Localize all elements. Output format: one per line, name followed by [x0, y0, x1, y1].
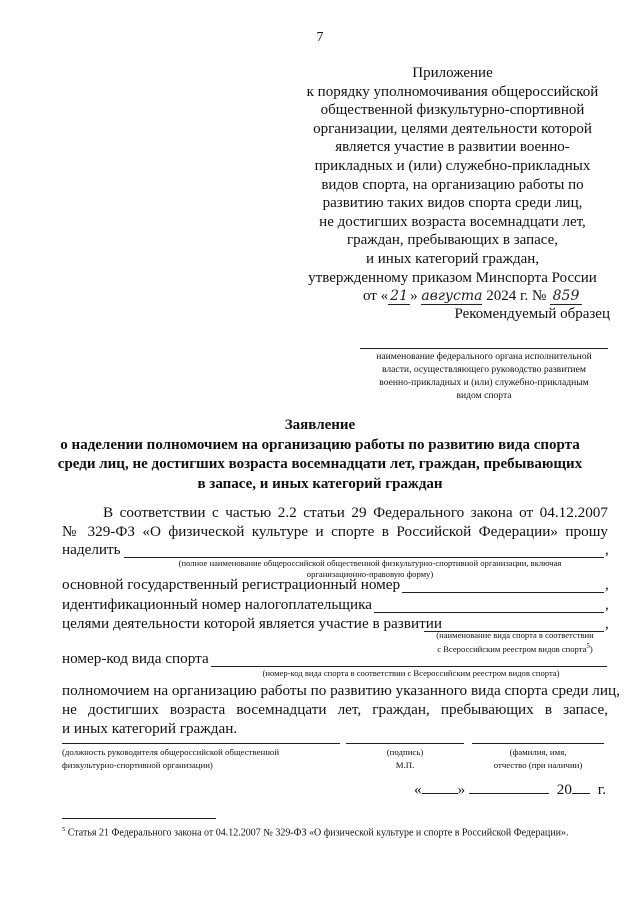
full-name-field[interactable] — [472, 738, 604, 744]
footnote — [62, 826, 568, 838]
authority-name-field[interactable] — [360, 348, 608, 349]
footnote-separator — [62, 818, 216, 819]
date-mid: » — [410, 288, 418, 305]
paragraph-line: полномочием на организацию работы по развитию указанного вида спорта среди лиц, — [62, 682, 620, 699]
recommended-sample-label: Рекомендуемый образец — [454, 306, 610, 322]
date-year: 2024 г. № — [486, 288, 547, 305]
order-date-line — [300, 287, 605, 306]
caption-line: отчество (при наличии) — [493, 760, 583, 770]
appendix-header — [300, 64, 605, 306]
full-name-caption — [472, 746, 604, 772]
authority-caption — [352, 350, 616, 402]
appendix-line: является участие в развитии военно- — [335, 139, 570, 156]
title-line: в запасе, и иных категорий граждан — [197, 475, 443, 492]
quote-open: « — [414, 781, 422, 798]
inn-field[interactable] — [374, 596, 604, 613]
handwritten-day: 21 — [388, 289, 410, 305]
appendix-line: к порядку уполномочивания общероссийской — [306, 83, 599, 100]
month-field[interactable] — [469, 780, 549, 794]
quote-close: » — [457, 781, 466, 798]
ogrn-label: основной государственный регистрационный номер — [62, 576, 401, 593]
signature-field[interactable] — [346, 738, 464, 744]
appendix-line: утвержденному приказом Минспорта России — [308, 269, 597, 286]
title-line: Заявление — [284, 417, 356, 433]
position-field[interactable] — [62, 738, 340, 744]
caption-line: видом спорта — [456, 390, 512, 401]
appendix-line: общественной физкультурно-спортивной — [320, 102, 585, 119]
sport-code-caption: (номер-код вида спорта в соответствии с Всероссийским реестром видов спорта) — [262, 668, 560, 678]
year-suffix: г. — [597, 781, 607, 798]
paragraph-line: и иных категорий граждан. — [62, 720, 238, 737]
caption-line: с Всероссийским реестром видов спорта$^5$) — [437, 642, 593, 654]
inn-label: идентификационный номер налогоплательщика — [62, 596, 373, 613]
title-line: среди лиц, не достигших возраста восемнадцати лет, граждан, пребывающих — [57, 456, 583, 473]
appendix-line: развитию таких видов спорта среди лиц, — [322, 195, 583, 212]
appendix-line: прикладных и (или) служебно-прикладных — [314, 157, 591, 174]
sport-code-field[interactable] — [211, 650, 607, 667]
caption-line: власти, осуществляющего руководство развитием — [381, 364, 587, 375]
date-prefix: от « — [362, 288, 389, 305]
application-title — [40, 416, 600, 494]
caption-line: физкультурно-спортивной организации) — [62, 760, 213, 770]
handwritten-order-number: 859 — [550, 289, 582, 305]
date-line — [414, 780, 606, 799]
caption-line: организационно-правовую форму) — [306, 569, 434, 579]
appendix-line: Приложение — [412, 65, 493, 81]
caption-line: (наименование вида спорта в соответствии — [436, 630, 594, 640]
appendix-line: граждан, пребывающих в запасе, — [346, 232, 559, 249]
stamp-label: М.П. — [395, 760, 415, 770]
appendix-line: не достигших возраста восемнадцати лет, — [319, 213, 586, 230]
paragraph-line: не достигших возраста восемнадцати лет, граждан, пребывающих в запасе, — [62, 701, 608, 718]
sport-code-label: номер-код вида спорта — [62, 650, 209, 667]
position-caption — [62, 746, 279, 772]
paragraph-line: В соответствии с частью 2.2 статьи 29 Федерального закона от 04.12.2007 — [103, 504, 608, 521]
title-line: о наделении полномочием на организацию работы по развитию вида спорта — [60, 436, 580, 453]
organization-name-field[interactable] — [124, 541, 604, 558]
year-field[interactable] — [572, 780, 590, 794]
caption-line: (полное наименование общероссийской общественной физкультурно-спортивной организации, включая — [178, 558, 562, 568]
caption-line: (должность руководителя общероссийской общественной — [62, 747, 280, 757]
appendix-line: и иных категорий граждан, — [365, 250, 540, 267]
appendix-line: видов спорта, на организацию работы по — [321, 176, 584, 193]
handwritten-month: августа — [421, 288, 483, 305]
signature-caption — [346, 746, 464, 772]
page-number: 7 — [316, 30, 324, 45]
year-prefix: 20 — [556, 781, 572, 798]
caption-line: (подпись) — [386, 747, 424, 757]
footnote-text: Статья 21 Федерального закона от 04.12.2007 № 329-ФЗ «О физической культуре и спорте в Российской Федерации». — [67, 827, 569, 839]
ogrn-field[interactable] — [402, 576, 604, 593]
caption-line: наименование федерального органа исполнительной — [376, 351, 592, 362]
appendix-line: организации, целями деятельности которой — [313, 120, 592, 137]
paragraph-line: № 329-ФЗ «О физической культуре и спорте в Российской Федерации» прошу — [62, 523, 608, 540]
caption-line: военно-прикладных и (или) служебно-прикладным — [379, 377, 589, 388]
caption-line: (фамилия, имя, — [509, 747, 567, 757]
day-field[interactable] — [422, 780, 458, 794]
goals-label: целями деятельности которой является участие в развитии — [62, 615, 442, 632]
footnote-mark: 5 — [62, 826, 66, 833]
endow-label: наделить — [62, 541, 121, 558]
footnote-ref[interactable]: 5 — [586, 642, 590, 650]
